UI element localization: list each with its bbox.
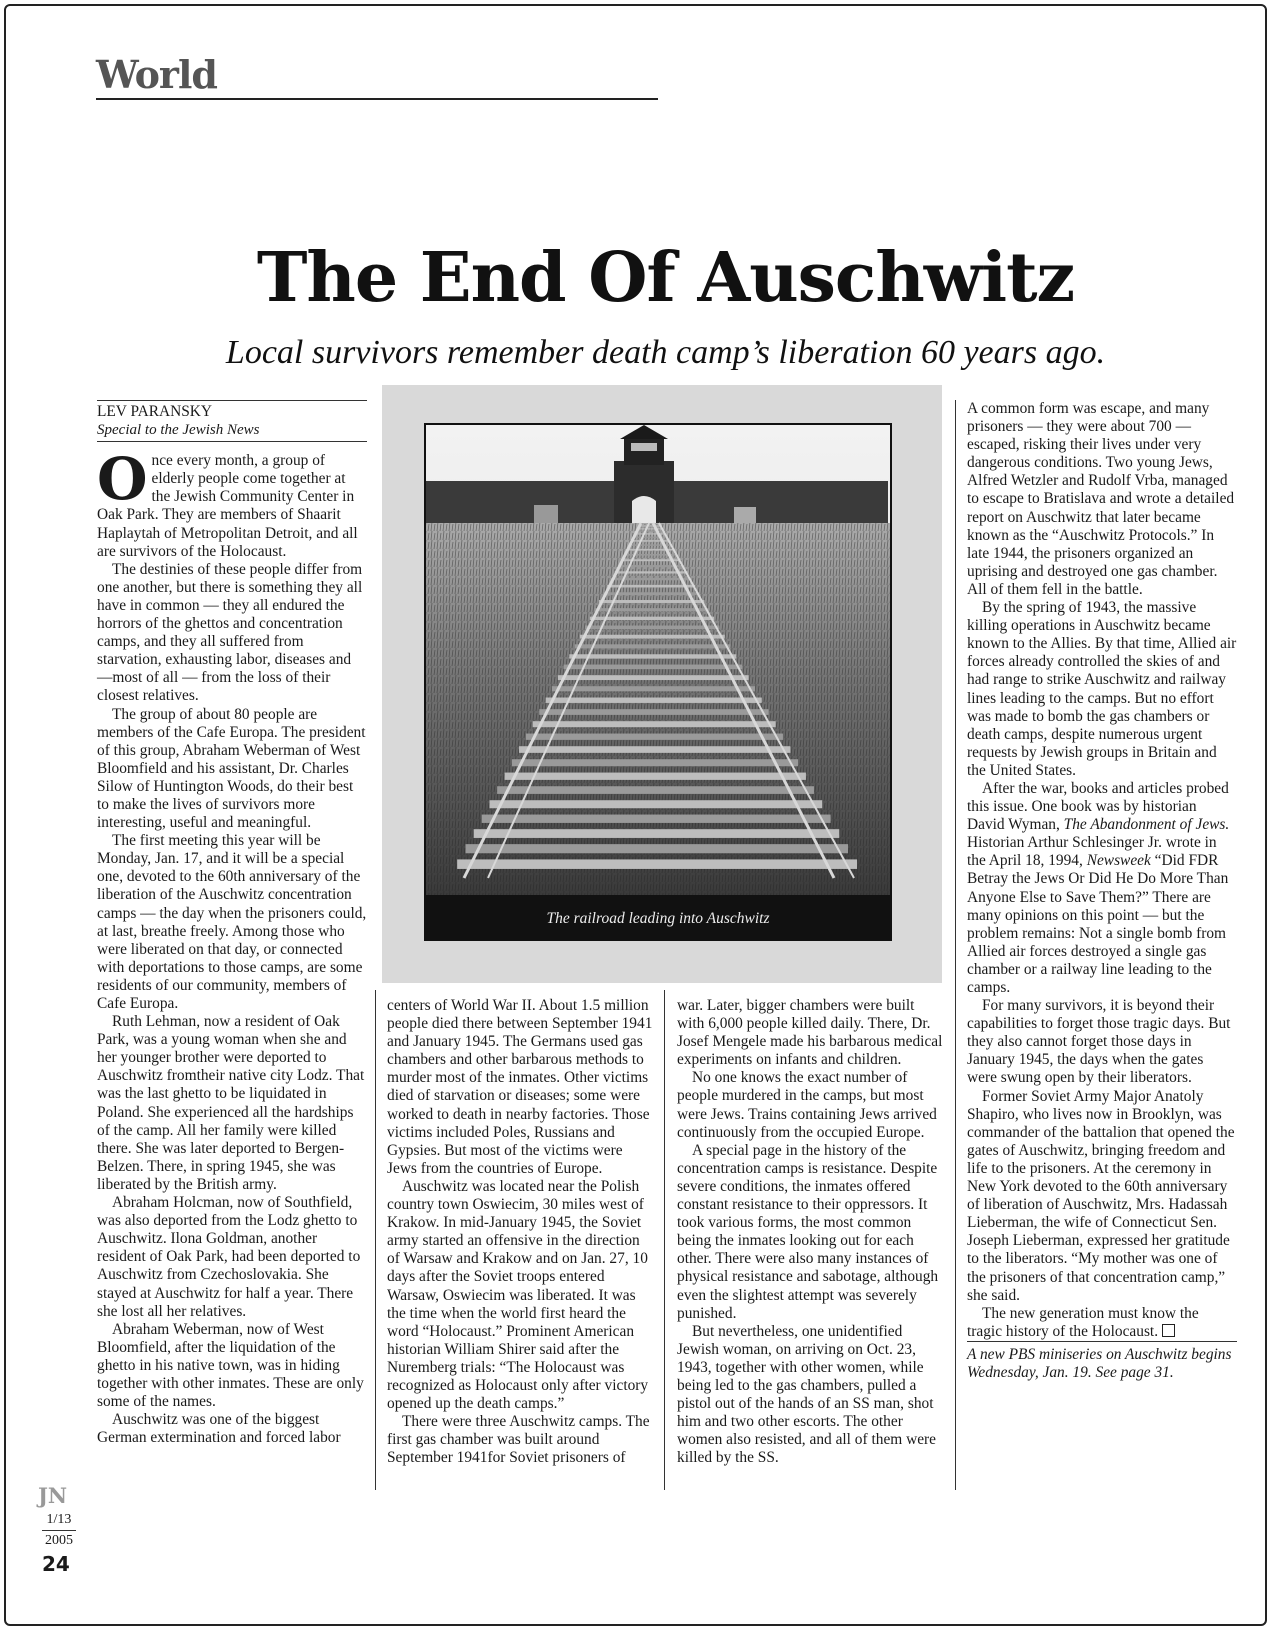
railroad-tie [564, 665, 743, 670]
article-paragraph: But nevertheless, one unidentified Jewish woman, on arriving on Oct. 23, 1943, together with other women, while being led to the gas chambers, pulled a pistol out of the hands of an SS man, shot him and two other escorts. The other women also resisted, and all of them were killed by the SS. [677, 1322, 936, 1467]
article-paragraph: Abraham Holcman, now of Southfield, was also deported from the Lodz ghetto to Auschwitz. Ilona Goldman, another resident of Oak Park, had been deported to Auschwitz from Czechoslovakia. She stayed at Auschwitz for half a year. There she lost all her relatives. [97, 1194, 361, 1320]
column-1-body [97, 445, 367, 1447]
railroad-tie [512, 759, 798, 766]
sidebar-note: A new PBS miniseries on Auschwitz begins Wednesday, Jan. 19. See page 31. [967, 1341, 1237, 1382]
railroad-tie [585, 626, 719, 630]
article-paragraph: war. Later, bigger chambers were built with 6,000 people killed daily. There, Dr. Josef Mengele made his barbarous medical experiments on infants and children. [677, 997, 943, 1069]
railroad-tie [490, 800, 823, 808]
railroad-tie [569, 654, 736, 658]
railroad-tie [474, 829, 840, 838]
byline-role: Special to the Jewish News [97, 422, 260, 439]
byline [97, 400, 367, 442]
railroad-tie [558, 675, 749, 680]
railroad-tie [533, 721, 776, 727]
drop-cap: O [97, 445, 148, 514]
article-paragraph [967, 780, 1237, 997]
article-paragraph: The group of about 80 people are members of the Cafe Europa. The president of this group, Abraham Weberman of West Bloomfield and his assistant, Dr. Charles Silow of Huntington Woods, do their best to make the lives of survivors more interesting, useful and meaningful. [97, 705, 366, 832]
article-paragraph: There were three Auschwitz camps. The first gas chamber was built around September 1941for Soviet prisoners of [387, 1413, 650, 1467]
railroad-tie [638, 528, 662, 529]
railroad-tie [546, 698, 762, 703]
railroad-tie [635, 533, 665, 534]
column-1 [97, 400, 367, 1447]
railroad-tie [466, 844, 849, 853]
column-4-body [967, 400, 1237, 1341]
article-paragraph: By the spring of 1943, the massive killing operations in Auschwitz became known to the Allies. By that time, Allied air forces already controlled the skies of and had range to strike Auschwitz and railway lines leading to the camps. But no effort was made to bomb the gas chambers or death camps, despite numerous urgent requests by Jewish groups in Britain and the United States. [967, 599, 1237, 779]
column-2 [387, 997, 655, 1467]
italic-title: The Abandonment of Jews. [1063, 816, 1230, 834]
article-paragraph: nce every month, a group of elderly people come together at the Jewish Community Center in Oak Park. They are members of Shaarit Haplaytah of Metropolitan Detroit, and all are survivors of the Holocaust. [97, 452, 358, 560]
article-paragraph: Auschwitz was located near the Polish country town Oswiecim, 30 miles west of Krakow. In mid-January 1945, the Soviet army started an offensive in the direction of Warsaw and Krakow and on Jan. 27, 10 days after the Soviet troops entered Warsaw, Oswiecim was liberated. It was the time when the world first heard the word “Holocaust.” Prominent American historian William Shirer said after the Nuremberg trials: “The Holocaust was recognized as Holocaust only after victory opened up the death camps.” [387, 1177, 649, 1413]
column-4 [967, 400, 1237, 1382]
end-mark-icon [1162, 1324, 1175, 1337]
article-paragraph: The destinies of these people differ from one another, but there is something they all have in common — they all endured the horrors of the ghettos and concentration camps, and they all suffered from starvation, exhausting labor, diseases and —most of all — from the loss of their closest relatives. [97, 560, 363, 705]
article-paragraph: No one knows the exact number of people murdered in the camps, but most were Jews. Trains containing Jews arrived continuously from the occupied Europe. [677, 1069, 937, 1141]
article-paragraph: A common form was escape, and many prisoners — they were about 700 — escaped, risking their lives under very dangerous conditions. Two young Jews, Alfred Wetzler and Rudolf Vrba, managed to escape to Bratislava and wrote a detailed report on Auschwitz that later became known as the “Auschwitz Protocols.” In late 1944, the prisoners organized an uprising and destroyed one gas chamber. All of them fell in the battle. [967, 400, 1235, 598]
issue-date-bottom: 2005 [45, 1533, 73, 1548]
photo-caption: The railroad leading into Auschwitz [424, 896, 892, 941]
railroad-tie [590, 617, 714, 620]
railroad-tie [637, 531, 664, 532]
date-rule [42, 1530, 76, 1531]
article-paragraph: Former Soviet Army Major Anatoly Shapiro, who lives now in Brooklyn, was commander of the battalion that opened the gates of Auschwitz, bringing freedom and life to the prisoners. At the ceremony in New York devoted to the 60th anniversary of liberation of Auschwitz, Mrs. Hadassah Lieberman, the wife of Connecticut Sen. Joseph Lieberman, expressed her gratitude to the liberators. “My mother was one of the prisoners of that concentration camp,” she said. [967, 1087, 1235, 1304]
issue-date-top: 1/13 [46, 1512, 72, 1527]
railroad-tie [526, 734, 783, 740]
column-divider [664, 990, 665, 1490]
railroad-tie [640, 525, 661, 526]
page-number: 24 [42, 1552, 70, 1576]
railroad-tie [519, 746, 790, 753]
railroad-tie [497, 786, 814, 794]
subheadline: Local survivors remember death camp’s liberation 60 years ago. [225, 334, 1106, 371]
column-divider [375, 990, 376, 1490]
article-paragraph: Abraham Weberman, now of West Bloomfield, after the liquidation of the ghetto in his native town, was in hiding together with other inmates. These are only some of the names. [97, 1320, 364, 1411]
section-label: World [96, 52, 217, 97]
article-paragraph: The first meeting this year will be Monday, Jan. 17, and it will be a special one, devoted to the 60th anniversary of the liberation of the Auschwitz concentration camps — the day when the prisoners could, at last, breathe freely. Among those who were liberated on that day, or connected with deportations to those camps, are some residents of our community, members of Cafe Europa. [97, 832, 367, 1012]
byline-author: LEV PARANSKY [97, 403, 213, 420]
railroad-tie [482, 815, 831, 823]
paragraph-text: “Did FDR Betray the Jews Or Did He Do More Than Anyone Else to Save Them?” There are many opinions on this point — but the problem remains: Not a single bomb from Allied air forces destroyed a single gas chamber or a railway line leading to the camps. [967, 852, 1229, 996]
column-divider [955, 400, 956, 1490]
paragraph-text: Historian Arthur Schlesinger Jr. wrote in the April 18, 1994, [967, 834, 1217, 870]
column-3 [677, 997, 943, 1467]
article-paragraph: centers of World War II. About 1.5 million people died there between September 1941 and January 1945. The Germans used gas chambers and other barbarous methods to murder most of the inmates. Other victims died of starvation or diseases; some were worked to death in nearby factories. Those victims included Poles, Russians and Gypsies. But most of the victims were Jews from the countries of Europe. [387, 997, 653, 1177]
article-paragraph: For many survivors, it is beyond their capabilities to forget those tragic days. But they also cannot forget those days in January 1945, the days when the gates were swung open by their liberators. [967, 997, 1231, 1087]
railroad-tie [539, 709, 768, 715]
article-paragraph: A special page in the history of the concentration camps is resistance. Despite severe conditions, the inmates offered constant resistance to their oppressors. It took various forms, the most common being the inmates looking out for each other. There were also many instances of physical resistance and sabotage, although even the slightest attempt was severely punished. [677, 1141, 939, 1322]
italic-title: Newsweek [1086, 852, 1151, 870]
article-paragraph: The new generation must know the tragic history of the Holocaust. [967, 1304, 1199, 1340]
railroad-tie [594, 608, 709, 611]
railroad-tie [580, 635, 725, 639]
railroad-tie [505, 773, 806, 780]
publication-logo: JN [38, 1483, 68, 1508]
article-paragraph: Ruth Lehman, now a resident of Oak Park, was a young woman when she and her younger brother were deported to Auschwitz fromtheir native city Lodz. That was the last ghetto to be liquidated in Poland. She experienced all the hardships of the camp. All her family were killed there. She was later deported to Bergen-Belzen. There, in spring 1945, she was liberated by the British army. [97, 1013, 365, 1193]
railroad-tie [575, 644, 731, 648]
article-paragraph: Auschwitz was one of the biggest German extermination and forced labor [97, 1411, 341, 1447]
headline: The End Of Auschwitz [256, 238, 1075, 318]
railroad-tie [639, 527, 661, 528]
railroad-tie [552, 686, 755, 691]
issue-date [42, 1512, 76, 1549]
railroad-tie [457, 859, 857, 869]
section-rule [96, 98, 658, 100]
paragraph-text: After the war, books and articles probed this issue. One book was by historian David Wyman, [967, 779, 1229, 834]
railroad-photo [424, 423, 892, 941]
